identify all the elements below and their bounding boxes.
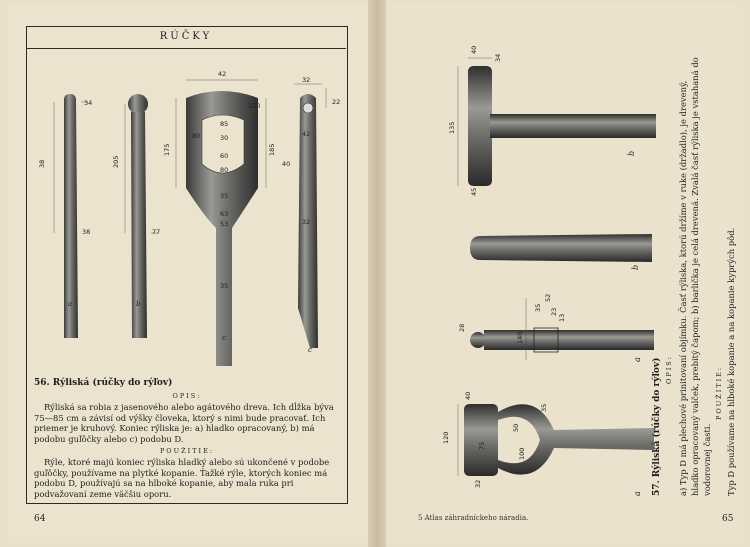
handle-a-d-grip [464, 404, 654, 476]
dim-l4: 75 [478, 441, 486, 450]
opis-label: OPIS: [172, 391, 202, 400]
figure-letter-a-d: a [633, 491, 642, 496]
pouzitie-text-right: Typ D používame na hlboké kopanie a na kopanie kyprých pôd. [726, 227, 736, 496]
dim-d4: 40 [282, 160, 291, 168]
figure-letter-a-side: a [633, 357, 642, 362]
page-number-left: 64 [34, 514, 46, 524]
dim-c11: 63 [220, 210, 229, 218]
dim-a2: 38 [38, 159, 46, 168]
figure-letter-a: a [68, 300, 73, 308]
dim-c13: 35 [220, 282, 229, 290]
opis-text-right-3: vodorovnej časti. [702, 423, 712, 496]
page-number-right: 65 [722, 514, 734, 524]
dim-l7: 100 [518, 447, 526, 460]
dim-a1: 34 [84, 99, 93, 107]
footnote: 5 Atlas záhradníckeho náradia. [418, 514, 529, 522]
dim-d5: 32 [302, 218, 311, 226]
dim-c7: 175 [163, 143, 171, 156]
dim-b2: 77 [152, 228, 161, 236]
figure-letter-c-side: c [308, 346, 312, 354]
pouzitie-label-right: POUŽITIE: [715, 365, 723, 420]
pouzitie-label: POUŽITIE: [159, 446, 215, 455]
dim-t3: 135 [448, 121, 456, 134]
page-header: RÚČKY [26, 26, 346, 49]
dim-c2: 220 [248, 102, 261, 110]
caption-title: 56. Rýliská (rúčky do rýľov) [34, 378, 173, 388]
opis-text: Rýliská sa robia z jasenového alebo agátového dreva. Ich dĺžka býva 75—85 cm a závisí od výšky človeka, ktorý s nimi bude pracovať. Ich priemer je kruhový. Koniec rýliska je: a) hladko opracovaný, b) má podobu guľôčky alebo c) podobu D. [34, 402, 334, 444]
figure-56-drawing [26, 48, 346, 366]
dim-c1: 42 [218, 70, 227, 78]
opis-text-right-2: hladko opracovaný valček, prebitý čapom; b) barlička je celá drevená. Zvalá časť rýliska je vstahaná do [690, 57, 700, 496]
dim-l5: 32 [474, 479, 482, 488]
dim-l3: 50 [512, 423, 520, 432]
caption-title-right: 57. Rýliská (rúčky do rýľov) [652, 357, 662, 496]
dim-c8: 185 [268, 143, 276, 156]
dim-c6: 80 [220, 166, 229, 174]
dim-a3: 38 [82, 228, 91, 236]
figure-letter-b-straight: b [631, 264, 640, 270]
dim-m2: 52 [544, 293, 552, 302]
dim-m1: 28 [458, 323, 466, 332]
handle-b-t-grip [468, 66, 656, 186]
pouzitie-text: Rýle, ktoré majú koniec rýliska hladký alebo sú ukončené v podobe guľôčky, používame na plytké kopanie. Ťažké rýle, ktorých koniec má podobu D, používajú sa na hlboké kopanie, aby mala ruka pri podvažovaní zeme väčšiu oporu. [34, 457, 330, 499]
dim-l6: 35 [540, 403, 548, 412]
opis-text-right-1: a) Typ D má plechové prinitovaní objímku. Časť rýliska, ktorú držíme v ruke (držadlo), je drevený, [678, 80, 688, 496]
handle-b-straight [470, 234, 652, 262]
dim-t4: 45 [470, 187, 478, 196]
dim-c4: 30 [220, 134, 229, 142]
dim-t1: 40 [470, 45, 478, 54]
figure-letter-b-t: b [627, 150, 636, 156]
dim-d1: 32 [302, 76, 311, 84]
dim-c12: 53 [220, 220, 229, 228]
dim-l1: 120 [442, 431, 450, 444]
dim-c10: 35 [220, 192, 229, 200]
dim-b1: 205 [112, 155, 120, 168]
dim-m5: 13 [558, 313, 566, 322]
opis-label-right: OPIS: [665, 355, 673, 384]
dim-m4: 23 [550, 307, 558, 316]
book-gutter [368, 0, 386, 547]
dim-c5: 60 [220, 152, 229, 160]
figure-letter-c: c [222, 334, 226, 342]
figure-57-drawing [426, 40, 666, 506]
dim-l2: 40 [464, 391, 472, 400]
handle-a-side [470, 328, 654, 352]
dim-d2: 22 [332, 98, 341, 106]
dim-d3: 42 [302, 130, 311, 138]
dim-c9: 80 [192, 132, 201, 140]
figure-letter-b: b [136, 300, 141, 308]
figure-56-caption [34, 378, 340, 500]
dim-t2: 34 [494, 53, 502, 62]
dim-m6: 140 [516, 331, 524, 344]
dim-c3: 85 [220, 120, 229, 128]
dim-m3: 35 [534, 303, 542, 312]
